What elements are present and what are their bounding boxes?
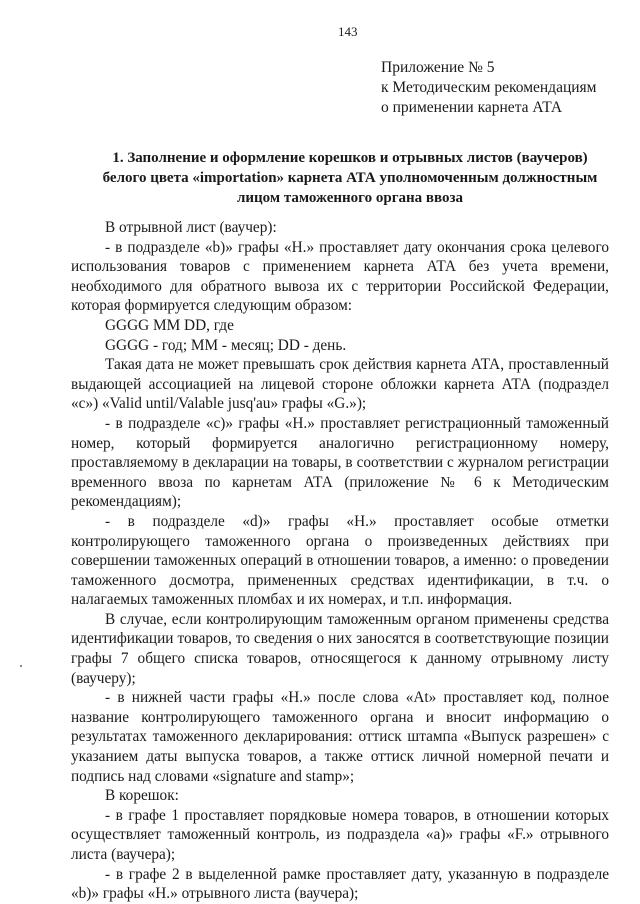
paragraph: В отрывной лист (ваучер): — [105, 219, 277, 236]
paragraph: В корешок: — [105, 787, 179, 805]
appendix-line-2: к Методическим рекомендациям — [381, 79, 597, 96]
paragraph: - в подразделе «c)» графы «H.» проставляет регистрационный таможенный номер, который формируется аналогично регистрационному номеру, проставляемому в декларации на товары, в соответствии с журналом регистрации временного ввоза по карнетам АТА (приложение № 6 к Методическим рекомендациям); — [71, 414, 609, 511]
paragraph: Такая дата не может превышать срок действия карнета АТА, проставленный выдающей ассоциацией на лицевой стороне обложки карнета АТА (подраздел «c») «Valid until/Valable jusq'au» графы «G.»); — [71, 356, 609, 413]
paragraph: В случае, если контролирующим таможенным органом применены средства идентификации товаров, то сведения о них заносятся в соответствующие позиции графы 7 общего списка товаров, относящегося к данному отрывному листу (ваучеру); — [71, 610, 609, 687]
appendix-header — [381, 58, 596, 118]
paragraph: - в графе 2 в выделенной рамке проставляет дату, указанную в подразделе «b)» графы «H.» отрывного листа (ваучера); — [71, 865, 609, 903]
document-body — [71, 218, 609, 904]
paragraph: - в подразделе «b)» графы «H.» проставляет дату окончания срока целевого использования товаров с применением карнета АТА без учета времени, необходимого для обратного вывоза их с территории Российской Федерации, которая формируется следующим образом: — [71, 238, 609, 315]
paragraph: - в графе 1 проставляет порядковые номера товаров, в отношении которых осуществляет таможенный контроль, из подраздела «a)» графы «F.» отрывного листа (ваучера); — [71, 806, 609, 863]
paragraph: GGGG - год; MM - месяц; DD - день. — [105, 336, 347, 354]
paragraph: - в нижней части графы «H.» после слова «At» проставляет код, полное название контролирующего таможенного органа и вносит информацию о результатах таможенного декларирования: оттиск штампа «Выпуск разрешен» с указанием даты выпуска товаров, а также оттиск личной номерной печати и подпись над словами «signature and stamp»; — [71, 689, 609, 785]
appendix-line-1: Приложение № 5 — [381, 59, 495, 76]
page-number: 143 — [338, 24, 358, 39]
margin-speck — [20, 665, 22, 667]
paragraph: - в подразделе «d)» графы «H.» проставляет особые отметки контролирующего таможенного органа о произведенных действиях при совершении таможенных операций в отношении товаров, а именно: о проведении таможенного досмотра, примененных средствах идентификации, в т.ч. о налагаемых таможенных пломбах и их номерах, и т.п. информация. — [71, 512, 609, 609]
paragraph: GGGG MM DD, где — [105, 316, 234, 334]
appendix-line-3: о применении карнета АТА — [381, 99, 563, 116]
section-title: 1. Заполнение и оформление корешков и отрывных листов (ваучеров) белого цвета «importation» карнета АТА уполномоченным должностным лицом таможенного органа ввоза — [102, 150, 598, 206]
